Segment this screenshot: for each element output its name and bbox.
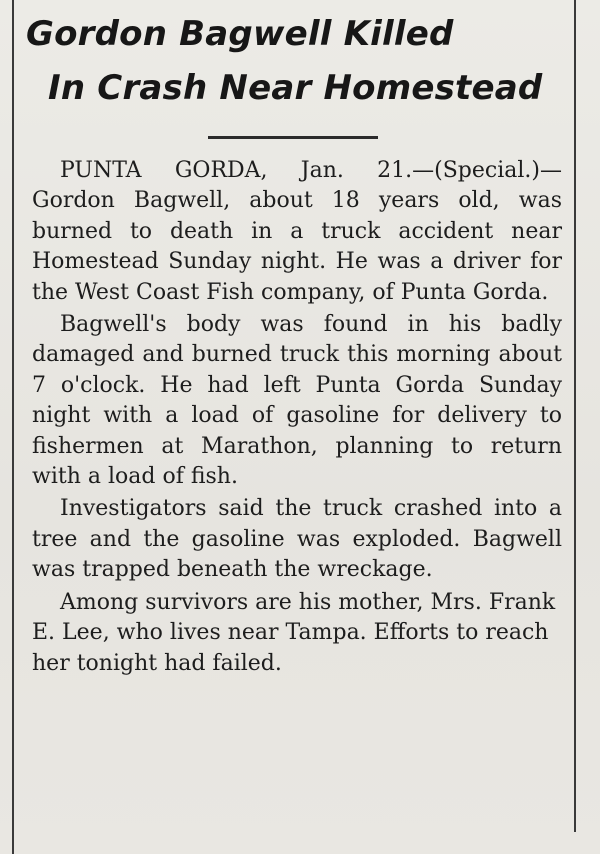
headline-divider [208,136,378,139]
article-paragraph-2: Bagwell's body was found in his badly damaged and burned truck this morning about 7 o'clock. He had left Punta Gorda Sunday night with a load of gasoline for delivery to fishermen at Marathon, planning to return with a load of fish. [32,312,562,490]
headline-line-1: Gordon Bagwell Killed [26,14,454,54]
column-rule-right [574,0,576,832]
article-paragraph-3: Investigators said the truck crashed into a tree and the gasoline was exploded. Bagwell was trapped beneath the wreckage. [32,496,562,583]
article-body [32,156,562,681]
article-paragraph-4: Among survivors are his mother, Mrs. Frank E. Lee, who lives near Tampa. Efforts to reach her tonight had failed. [32,589,556,676]
headline-line-2: In Crash Near Homestead [48,68,543,108]
article-paragraph-1: PUNTA GORDA, Jan. 21.—(Special.)—Gordon Bagwell, about 18 years old, was burned to death in a truck accident near Homestead Sunday night. He was a driver for the West Coast Fish company, of Punta Gorda. [32,158,562,305]
column-rule-left [12,0,14,854]
